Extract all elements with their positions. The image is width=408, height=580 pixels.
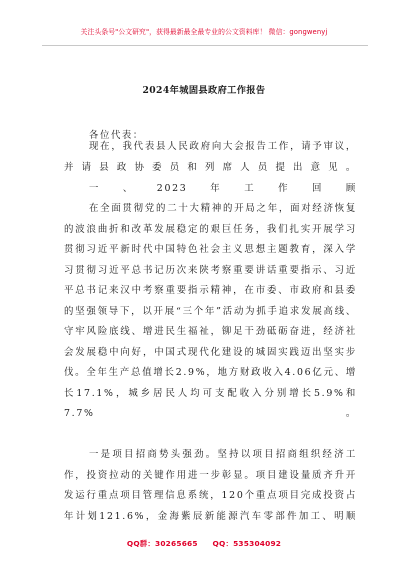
footer-qq: QQ：535304092 — [212, 539, 282, 548]
intro-paragraph: 现在，我代表县人民政府向大会报告工作，请予审议，并请县政协委员和列席人员提出意见。 — [64, 141, 357, 173]
footer-contact — [0, 538, 408, 549]
body-paragraph: 在全面贯彻党的二十大精神的开局之年，面对经济恢复的波浪曲折和改革发展稳定的艰巨任务，我们扎实开展学习贯彻习近平新时代中国特色社会主义思想主题教育，深入学习贯彻习近平总书记历次来陕考察重要讲话重要指示、习近平总书记来汉中考察重要指示精神，在市委、市政府和县委的坚强领导下，以开展“三个年”活动为抓手追求发展高线、守牢风险底线、增进民生福祉，铆足干劲砥砺奋进，经济社会发展稳中向好，中国式现代化建设的城固实践迈出坚实步伐。全年生产总值增长2.9%，地方财政收入4.06亿元、增长17.1%，城乡居民人均可支配收入分别增长5.9%和7.7%。 — [64, 203, 357, 419]
document-title: 2024年城固县政府工作报告 — [142, 85, 266, 96]
section-heading: 一、2023年工作回顾 — [89, 183, 357, 194]
salutation: 各位代表： — [89, 130, 144, 141]
footer-qq-group: QQ群：30265665 — [126, 539, 198, 548]
header-divider — [42, 45, 368, 46]
body-paragraph: 一是项目招商势头强劲。坚持以项目招商组织经济工作，投资拉动的关键作用进一步彰显。项目建设量质齐升开发运行重点项目管理信息系统，120个重点项目完成投资占年计划121.6%，金海紫辰新能源汽车零部件加工、明顺 — [64, 449, 357, 522]
header-banner: 关注头条号"公文研究"，获得最新最全最专业的公文资料库！ 微信：gongwenyj — [80, 28, 328, 36]
